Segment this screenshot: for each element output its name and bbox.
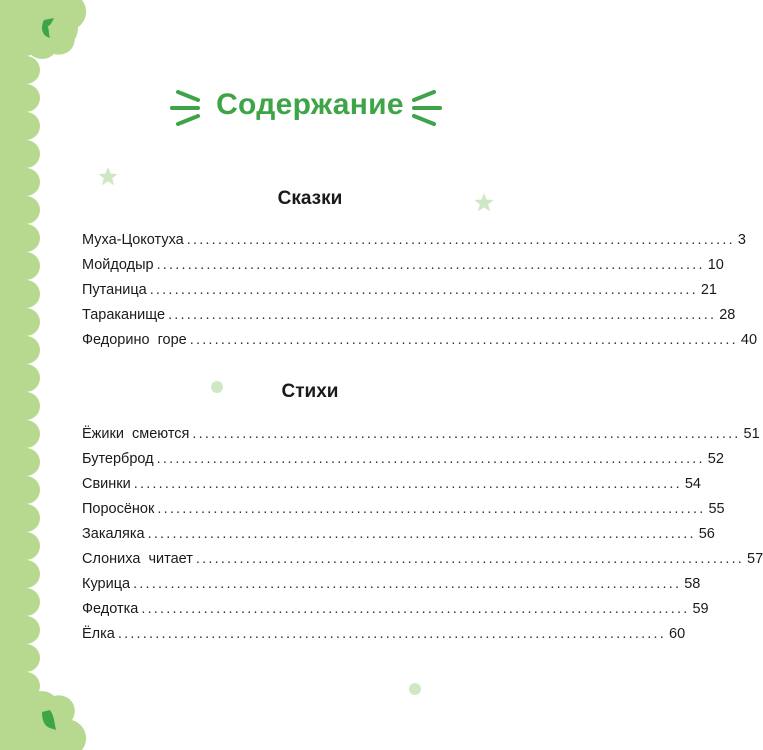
dot-leader: ........................................................................................ (133, 476, 682, 492)
toc-list-skazki (82, 232, 758, 357)
toc-title: Слониха читает (82, 551, 193, 567)
toc-row[interactable] (82, 282, 717, 307)
star-icon (96, 165, 120, 189)
toc-title: Ёлка (82, 626, 115, 642)
toc-page: 54 (684, 476, 701, 492)
toc-row[interactable] (82, 426, 760, 451)
toc-page: 10 (707, 257, 724, 273)
toc-page: 56 (698, 526, 715, 542)
dot-icon (408, 682, 422, 696)
dot-leader: ........................................................................................ (156, 451, 705, 467)
toc-title: Поросёнок (82, 501, 155, 517)
section-heading-skazki: Сказки (277, 188, 343, 209)
dot-leader: ........................................................................................ (117, 626, 666, 642)
clover-icon-top (20, 0, 90, 62)
toc-row[interactable] (82, 232, 746, 257)
toc-title: Мойдодыр (82, 257, 154, 273)
toc-title: Федотка (82, 601, 139, 617)
toc-row[interactable] (82, 551, 763, 576)
toc-page: 58 (684, 576, 701, 592)
dot-leader: ........................................................................................ (157, 501, 706, 517)
toc-page: 55 (708, 501, 725, 517)
section-heading-stihi: Стихи (281, 381, 339, 402)
toc-title: Свинки (82, 476, 131, 492)
dot-leader: ........................................................................................ (133, 576, 682, 592)
toc-title: Бутерброд (82, 451, 154, 467)
dot-leader: ........................................................................................ (189, 332, 738, 348)
toc-row[interactable] (82, 451, 724, 476)
dot-leader: ........................................................................................ (192, 426, 741, 442)
dot-leader: ........................................................................................ (141, 601, 690, 617)
toc-page: 52 (707, 451, 724, 467)
toc-page: 57 (747, 551, 763, 567)
toc-title: Тараканище (82, 307, 166, 323)
toc-page: 51 (743, 426, 760, 442)
toc-row[interactable] (82, 626, 686, 651)
toc-row[interactable] (82, 501, 725, 526)
toc-row[interactable] (82, 332, 758, 357)
toc-page: 59 (692, 601, 709, 617)
dot-leader: ........................................................................................ (156, 257, 705, 273)
toc-title: Ёжики смеются (82, 426, 190, 442)
toc-page: 28 (719, 307, 736, 323)
toc-row[interactable] (82, 526, 715, 551)
toc-row[interactable] (82, 257, 724, 282)
dot-leader: ........................................................................................ (149, 282, 698, 298)
dot-leader: ........................................................................................ (147, 526, 696, 542)
toc-title: Курица (82, 576, 131, 592)
page-title: Содержание (216, 88, 404, 121)
toc-page: 60 (669, 626, 686, 642)
toc-title: Закаляка (82, 526, 145, 542)
toc-title: Муха-Цокотуха (82, 232, 184, 248)
toc-list-stihi (82, 426, 763, 651)
toc-row[interactable] (82, 307, 736, 332)
clover-icon-bottom (20, 688, 90, 750)
dot-leader: ........................................................................................ (186, 232, 735, 248)
toc-page: 21 (700, 282, 717, 298)
toc-title: Федорино горе (82, 332, 187, 348)
dot-leader: ........................................................................................ (168, 307, 717, 323)
toc-row[interactable] (82, 601, 709, 626)
toc-page: 40 (740, 332, 758, 348)
toc-row[interactable] (82, 476, 701, 501)
toc-page: 3 (737, 232, 746, 248)
dot-leader: ........................................................................................ (195, 551, 745, 567)
toc-title: Путаница (82, 282, 147, 298)
toc-row[interactable] (82, 576, 701, 601)
